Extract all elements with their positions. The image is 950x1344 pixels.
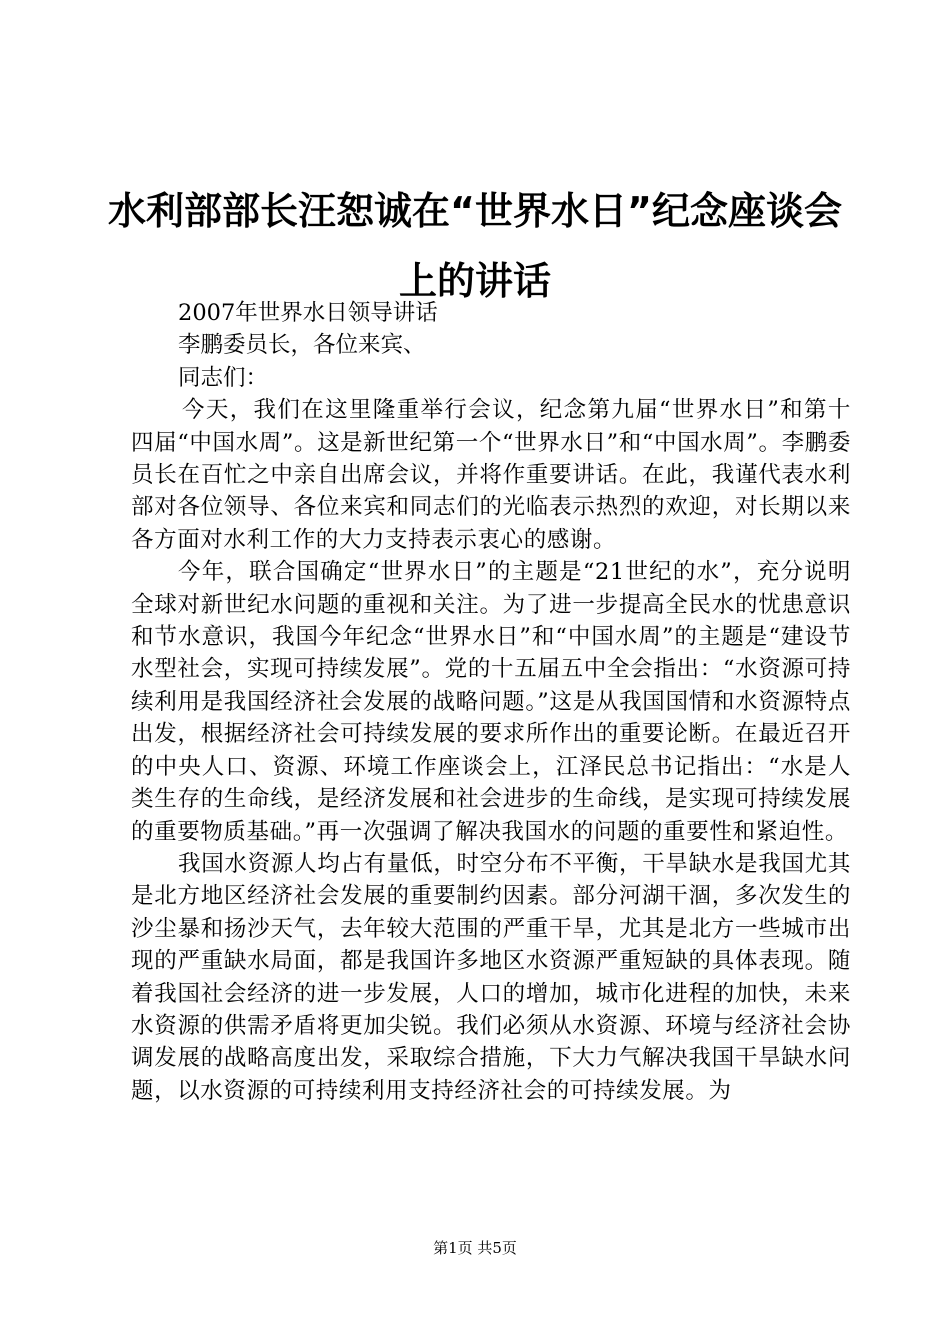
salutation-line-2: 同志们： [178, 364, 269, 391]
page-footer: 第1页 共5页 [433, 1239, 517, 1257]
paragraph-1: 今天，我们在这里隆重举行会议，纪念第九届“世界水日”和第十四届“中国水周”。这是新世纪第一个“世界水日”和“中国水周”。李鹏委员长在百忙之中亲自出席会议，并将作重要讲话。在此，我谨代表水利部对各位领导、各位来宾和同志们的光临表示热烈的欢迎，对长期以来各方面对水利工作的大力支持表示衷心的感谢。 [131, 397, 851, 553]
paragraph-2: 今年，联合国确定“世界水日”的主题是“21世纪的水”，充分说明全球对新世纪水问题的重视和关注。为了进一步提高全民水的忧患意识和节水意识，我国今年纪念“世界水日”和“中国水周”的主题是“建设节水型社会，实现可持续发展”。党的十五届五中全会指出：“水资源可持续利用是我国经济社会发展的战略问题。”这是从我国国情和水资源特点出发，根据经济社会可持续发展的要求所作出的重要论断。在最近召开的中央人口、资源、环境工作座谈会上，江泽民总书记指出：“水是人类生存的生命线，是经济发展和社会进步的生命线，是实现可持续发展的重要物质基础。”再一次强调了解决我国水的问题的重要性和紧迫性。 [131, 559, 851, 845]
title-line-2: 上的讲话 [398, 259, 551, 303]
paragraph-3: 我国水资源人均占有量低，时空分布不平衡，干旱缺水是我国尤其是北方地区经济社会发展的重要制约因素。部分河湖干涸，多次发生的沙尘暴和扬沙天气，去年较大范围的严重干旱，尤其是北方一些城市出现的严重缺水局面，都是我国许多地区水资源严重短缺的具体表现。随着我国社会经济的进一步发展，人口的增加，城市化进程的加快，未来水资源的供需矛盾将更加尖锐。我们必须从水资源、环境与经济社会协调发展的战略高度出发，采取综合措施，下大力气解决我国干旱缺水问题，以水资源的可持续利用支持经济社会的可持续发展。为 [131, 850, 851, 1104]
salutation-line-1: 李鹏委员长，各位来宾、 [178, 332, 426, 359]
document-body [131, 297, 851, 1107]
title-line-1: 水利部部长汪恕诚在“世界水日”纪念座谈会 [108, 189, 842, 233]
subtitle: 2007年世界水日领导讲话 [178, 300, 438, 326]
document-title [100, 176, 850, 316]
